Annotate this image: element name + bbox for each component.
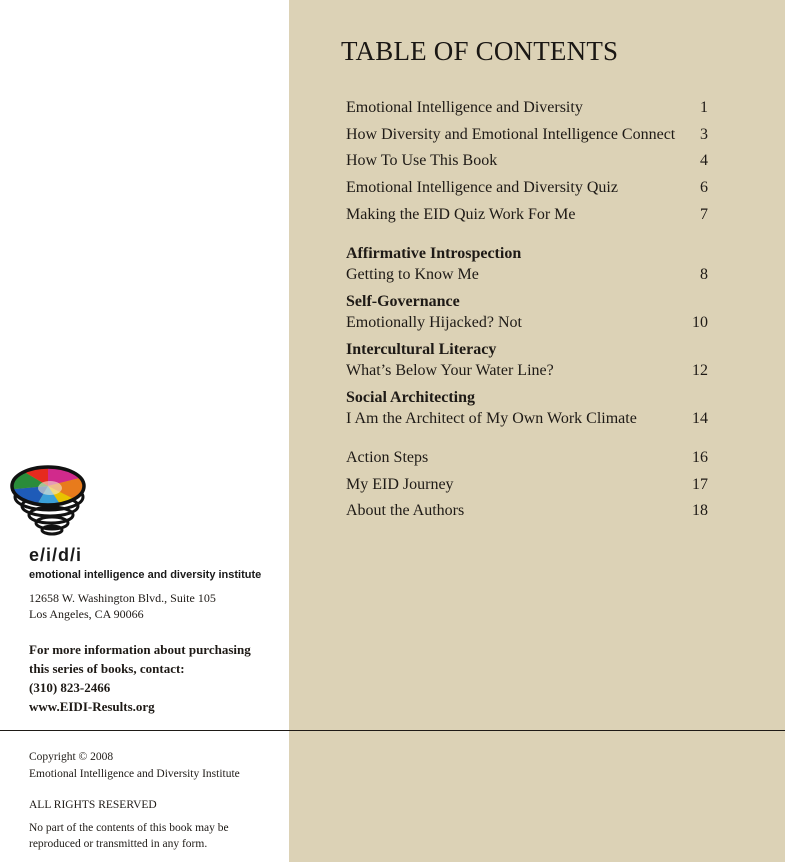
toc-entry-page: 8 xyxy=(700,266,708,283)
toc-entry-title: Emotional Intelligence and Diversity Quiz xyxy=(346,179,618,196)
toc-entry xyxy=(346,447,708,469)
toc-entry-title: Emotional Intelligence and Diversity xyxy=(346,99,583,116)
toc-entry-title: I Am the Architect of My Own Work Climate xyxy=(346,410,637,427)
toc-entry xyxy=(346,474,708,496)
toc-entry-page: 17 xyxy=(692,476,708,493)
toc-entry-page: 16 xyxy=(692,449,708,466)
toc-entry-page: 6 xyxy=(700,179,708,196)
section-heading: Intercultural Literacy xyxy=(346,341,497,358)
toc-entry-title: Making the EID Quiz Work For Me xyxy=(346,206,576,223)
toc-entry-title: About the Authors xyxy=(346,502,465,519)
toc-entry-title: Getting to Know Me xyxy=(346,266,479,283)
swirl-logo-icon xyxy=(4,460,96,542)
toc-entry xyxy=(346,150,708,172)
toc-entry-page: 12 xyxy=(692,362,708,379)
toc-entry-title: Emotionally Hijacked? Not xyxy=(346,314,522,331)
toc-entry-page: 1 xyxy=(700,99,708,116)
contact-text: this series of books, contact: xyxy=(29,661,185,676)
toc-entry-title: What’s Below Your Water Line? xyxy=(346,362,554,379)
toc-title: TABLE OF CONTENTS xyxy=(341,36,619,66)
contact-text: For more information about purchasing xyxy=(29,642,251,657)
rights-reserved: ALL RIGHTS RESERVED xyxy=(29,799,157,811)
legal-notice: reproduced or transmitted in any form. xyxy=(29,838,208,850)
toc-entry xyxy=(346,124,708,146)
toc-entry-title: How To Use This Book xyxy=(346,152,498,169)
section-heading: Self-Governance xyxy=(346,293,460,310)
toc-entry xyxy=(346,360,708,382)
toc-entry xyxy=(346,204,708,226)
toc-entry xyxy=(346,500,708,522)
copyright-holder: Emotional Intelligence and Diversity Institute xyxy=(29,768,240,780)
brand-mark: e/i/d/i xyxy=(29,545,83,565)
section-heading: Affirmative Introspection xyxy=(346,245,522,262)
toc-entry xyxy=(346,264,708,286)
address-line: 12658 W. Washington Blvd., Suite 105 xyxy=(29,591,216,605)
toc-entry-page: 4 xyxy=(700,152,708,169)
toc-entry-page: 18 xyxy=(692,502,708,519)
toc-entry xyxy=(346,408,708,430)
toc-entry-page: 7 xyxy=(700,206,708,223)
toc-entry-title: How Diversity and Emotional Intelligence Connect xyxy=(346,126,676,143)
eidi-logo xyxy=(4,460,96,542)
divider-line xyxy=(0,730,785,731)
toc-entry-page: 10 xyxy=(692,314,708,331)
toc-entry-page: 14 xyxy=(692,410,708,427)
section-heading: Social Architecting xyxy=(346,389,476,406)
toc-entry xyxy=(346,177,708,199)
legal-notice: No part of the contents of this book may be xyxy=(29,822,229,834)
toc-entry xyxy=(346,312,708,334)
contact-phone: (310) 823-2466 xyxy=(29,680,111,695)
toc-entry-title: Action Steps xyxy=(346,449,429,466)
toc-entry-title: My EID Journey xyxy=(346,476,454,493)
address-line: Los Angeles, CA 90066 xyxy=(29,607,144,621)
brand-name: emotional intelligence and diversity institute xyxy=(29,569,262,581)
toc-entry-page: 3 xyxy=(700,126,708,143)
copyright-line: Copyright © 2008 xyxy=(29,751,114,763)
toc-entry xyxy=(346,97,708,119)
contact-website: www.EIDI-Results.org xyxy=(29,699,155,714)
